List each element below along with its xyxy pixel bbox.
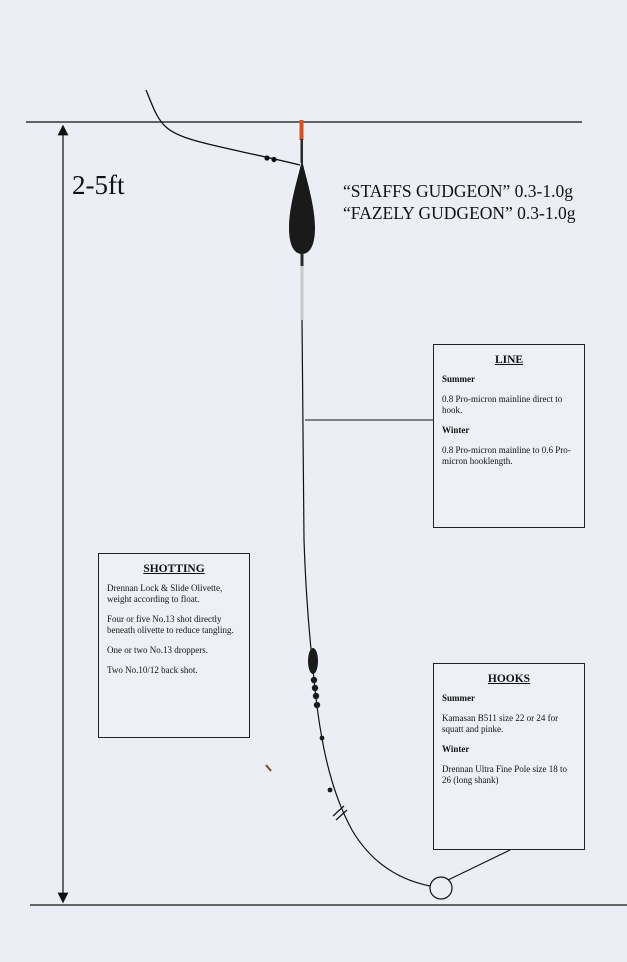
bulk-shot xyxy=(311,677,317,683)
stray-mark xyxy=(266,765,271,771)
line-info-box xyxy=(433,344,585,528)
hooks-info-box xyxy=(433,663,585,850)
shotting-info-box xyxy=(98,553,250,738)
bulk-shot xyxy=(313,693,319,699)
line-winter-heading: Winter xyxy=(442,425,470,435)
float-stem-white xyxy=(301,266,304,320)
line-summer-text: 0.8 Pro-micron mainline direct to hook. xyxy=(442,394,563,415)
float-name-staffs: “STAFFS GUDGEON” 0.3-1.0g xyxy=(343,181,573,201)
float-names xyxy=(343,180,576,224)
main-line xyxy=(302,320,430,886)
pole-line-shot xyxy=(271,157,276,162)
pole-line xyxy=(146,90,300,165)
line-summer-heading: Summer xyxy=(442,374,475,384)
line-box-title: LINE xyxy=(494,354,524,366)
pole-line-shot xyxy=(264,155,269,160)
hooks-summer-text: Kamasan B511 size 22 or 24 for squatt and pinke. xyxy=(442,713,559,734)
float-stem xyxy=(301,253,304,267)
shotting-box-title: SHOTTING xyxy=(143,563,205,575)
hook-marker xyxy=(430,877,452,899)
shotting-item: Four or five No.13 shot directly beneath olivette to reduce tangling. xyxy=(107,614,234,635)
line-winter-text: 0.8 Pro-micron mainline to 0.6 Pro-micron hooklength. xyxy=(442,445,571,466)
depth-label: 2-5ft xyxy=(72,170,125,200)
float-tip xyxy=(300,120,304,140)
bulk-shot xyxy=(314,702,320,708)
hooks-summer-heading: Summer xyxy=(442,693,475,703)
hooks-box-pointer xyxy=(448,850,510,880)
float-name-fazely: “FAZELY GUDGEON” 0.3-1.0g xyxy=(343,203,576,223)
dropper-shot xyxy=(320,736,325,741)
shotting-item: Two No.10/12 back shot. xyxy=(107,665,198,675)
hooks-winter-text: Drennan Ultra Fine Pole size 18 to 26 (long shank) xyxy=(442,764,567,785)
float-antenna xyxy=(301,139,304,163)
shotting-item: One or two No.13 droppers. xyxy=(107,645,208,655)
hooks-winter-heading: Winter xyxy=(442,744,470,754)
float-body xyxy=(289,160,315,254)
bulk-shot xyxy=(312,685,318,691)
dropper-shot xyxy=(328,788,333,793)
shotting-item: Drennan Lock & Slide Olivette, weight according to float. xyxy=(107,583,223,604)
olivette xyxy=(308,648,318,674)
hooks-box-title: HOOKS xyxy=(487,673,531,685)
